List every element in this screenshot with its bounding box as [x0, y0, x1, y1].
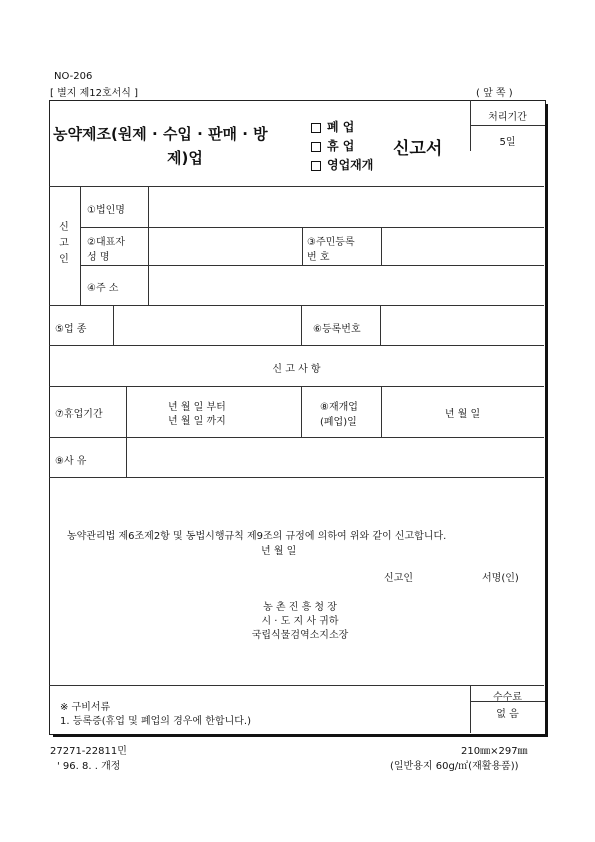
processing-period-label: 처리기간 — [488, 112, 527, 123]
reg-no-label-1: ③주민등록 — [307, 237, 355, 248]
business-type-field[interactable] — [115, 307, 299, 343]
recipient-3: 국립식물검역소지소장 — [251, 630, 349, 641]
business-type-label: ⑤업 종 — [55, 324, 87, 335]
rep-label-1: ②대표자 — [87, 237, 125, 248]
section-title: 신 고 사 항 — [272, 364, 321, 375]
reason-field[interactable] — [128, 439, 542, 475]
option-suspension[interactable]: 휴 업 — [311, 137, 354, 154]
rep-name-field[interactable] — [150, 229, 300, 263]
declaration-date[interactable]: 년 월 일 — [261, 546, 297, 557]
footer-paper: (일반용지 60g/㎡(재활용품)) — [390, 761, 519, 772]
declarant-label: 신고인 — [384, 573, 413, 584]
closure-period-label: ⑦휴업기간 — [55, 409, 103, 420]
reopen-label-2: (폐업)일 — [320, 417, 357, 428]
corp-name-field[interactable] — [150, 188, 542, 225]
option-reopening[interactable]: 영업재개 — [311, 156, 373, 173]
declaration-statement: 농약관리법 제6조제2항 및 동법시행규칙 제9조의 규정에 의하여 위와 같이 신고합니다. — [67, 531, 447, 542]
footer-code: 27271-22811민 — [50, 746, 127, 757]
page-side: ( 앞 쪽 ) — [476, 88, 513, 99]
registration-number-field[interactable] — [382, 307, 542, 343]
footer-size: 210㎜×297㎜ — [461, 746, 528, 757]
address-label: ④주 소 — [87, 283, 119, 294]
footer-revision: ' 96. 8. . 개정 — [57, 761, 121, 772]
rep-label-2: 성 명 — [87, 252, 110, 263]
title-line-2: 제)업 — [167, 149, 203, 167]
frame-shadow-bottom — [53, 734, 548, 737]
checkbox-icon — [311, 161, 321, 171]
reopen-date[interactable]: 년 월 일 — [444, 409, 481, 420]
address-field[interactable] — [150, 267, 542, 303]
recipient-2: 시 · 도 지 사 귀하 — [261, 616, 339, 627]
processing-period-value: 5일 — [499, 137, 516, 148]
reg-no-label-2: 번 호 — [307, 252, 330, 263]
title-line-1: 농약제조(원제 · 수입 · 판매 · 방 — [53, 125, 268, 143]
corp-name-label: ①법인명 — [87, 205, 125, 216]
recipient-1: 농 촌 진 흥 청 장 — [263, 602, 337, 613]
reg-no-field[interactable] — [383, 229, 542, 263]
fee-value: 없 음 — [496, 709, 519, 720]
option-closure[interactable]: 폐 업 — [311, 118, 354, 135]
registration-number-label: ⑥등록번호 — [313, 324, 361, 335]
documents-heading: ※ 구비서류 — [60, 702, 111, 713]
documents-item-1: 1. 등록증(휴업 및 폐업의 경우에 한합니다.) — [60, 716, 251, 727]
checkbox-icon — [311, 142, 321, 152]
period-from[interactable]: 년 월 일 부터 — [168, 402, 226, 413]
period-to[interactable]: 년 월 일 까지 — [168, 416, 226, 427]
form-number: NO-206 — [54, 71, 93, 82]
reopen-label-1: ⑧재개업 — [320, 402, 358, 413]
form-reference: [ 별지 제12호서식 ] — [50, 88, 139, 99]
title-suffix: 신고서 — [393, 139, 443, 159]
applicant-group-label: 신고인 — [59, 222, 69, 265]
reason-label: ⑨사 유 — [55, 456, 87, 467]
signature-label[interactable]: 서명(인) — [482, 573, 519, 584]
frame-shadow-right — [545, 104, 548, 736]
checkbox-icon — [311, 123, 321, 133]
fee-label: 수수료 — [493, 692, 522, 703]
